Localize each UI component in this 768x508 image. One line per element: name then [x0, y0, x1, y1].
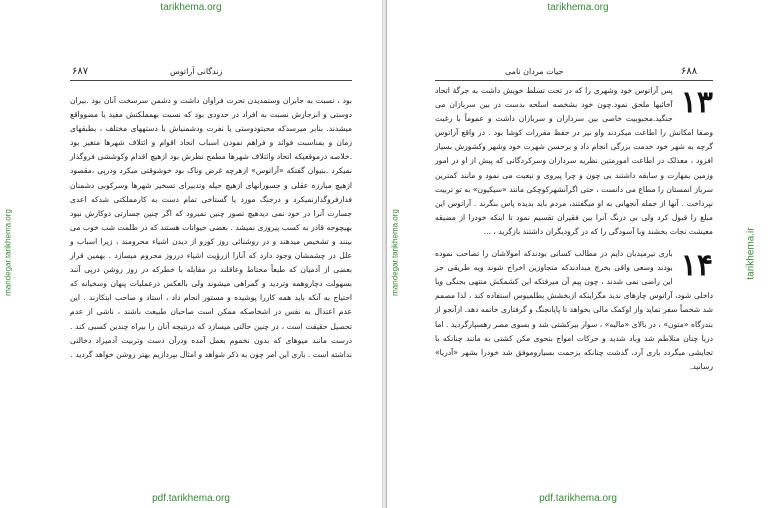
section-text: پس آراتوس خود وشهری را که در تحت تسلط خویش داشت به جرگهٔ اتحاد آخائیها ملحق نمود.چون خود بشخصه اسلحه بدست در بین سربازان می جنگید.محبوبیت خاصی بین سرداران و سربازان داشت و عموماً با رغبت وصفا امکانش را اطاعت میکردند واو نیز در حفظ مقررات کوشا بود . در واقع آراتوس گرچه به شهر خود خدمت بزرگی انجام داد و برحسن شهرت خود وشهر وکشورش بسیار افزود ، معذلک در اطاعت امورمتین نظریه سرداران وسرکردگانی که پیش از او در امور وزمین بمهارت و سابقه داشتند بی چون و چرا پیروی و تبعیت می نمود و مانند کمترین سرباز انمستان را مطاع می دانست ، حتی اگرآنشهرکوچکی مانند «سیکیون» به تو تربیت نپرداخت . آنها از جمله آنجهانی به او میگفتند، مردم باید بدیده پاس بنگرند . آراتوس این مبلغ را قبول کرد ولی بی درنگ آنرا بین فقیران تقسیم نمود تا اینکه خودرا از مضیقه معیشت نجات بخشند وبا آسودگی را که در گرودیگران داشتند بازگرید ، ...: [435, 86, 713, 236]
watermark-side-right-outer: tarikhema.ir: [745, 227, 757, 280]
section-text: باری تیرمیدبان دایم در مطالب کسانی بودندکه امولاشان را تصاحب نموده بودند وسعی واقی بخرچ میدادندکه متجاوزین اخراج شوند ویه طریقی جز این راضی نمی شدند ، چون پیم آن میرفتکه این کشمکش منتهی بجنگی ویا داخلی شود، آراتوس چارهای ندید مگراینکه ازبخشش بطلمیوس استفاده کند ، لذا مصمم شد شخصاً سفر نماید واز اوکمک مالی بخواهد تا پایانجنگ و گرفتاری خاتمه دهد. ازآنجو از بندرگاه «متون» ، در بالای «مالیه» ، سوار بیرکشتی شد و بسوی مصر رهسپارگردید . اما دریا چنان متلاطم شد وباد شدید و حرکات امواج بنحوی مکن کشتی به مانند چنانکه با تجایشی میگردد باری آرد، گذشت چنانکه بزحمت بسیاروموفق شد خودرا بشهر «آدریا» رسانید.: [435, 249, 713, 371]
section-number: ۱۳: [680, 85, 713, 120]
watermark-bottom-left[interactable]: pdf.tarikhema.org: [152, 493, 230, 504]
watermark-top-left[interactable]: tarikhema.org: [160, 2, 222, 13]
left-paragraph: بود ، نسبت به جابران وستمدیدن تحرت فراوان داشت و دشمن سرسخت آنان بود .بیران دوستی و انزجارش نسبت به افراد در حدودی بود که نسبت بهمملکتش مفید یا مضوواقع میشدند. بنابر میرسدکه محبتودوستی یا نفرت ودشمنیاش با دستههای مختلف ، بطبقهای زمان و بمناسبت فوائد و فراهم نمودن اسباب اتحاد اقوام و ائتلاف شهرها متغیر بود .خلاصه درموقعیکه اتحاد وائتلاف شهرها مطمح نظرش بود ازهیچ اقدام وکوششی فروگذار نمیکرد .بنیوان گفتکه «آراتوس» ازهرچه غرض وناک بود خوشوقتی میکرد ودرپی ،مقصود ازهیچ مبارزه عقلی و جسورانهای ازهیچ حیله وتدبیرای تسخیر شهرها وسرکوبی دشمنان فدارفروگذارنمیکرد و درجنگ مورد یا گستاخی تمام دست به کارمملکتی شدکه اعدی جسارت آنرا در خود نمی دیدهیچ تصور چنین نمیرود که اگر چنین جسارتی دوکارش نبود بهیچوجه قادر به کسب پیروزی نمیشد . بعضی حیوانات هستند که در ظلمت شب خوب می بینند و تشخیص میدهند و در روشنائی روز کورو از دیدن اشیاء محرومند ، زیرا اسباب و علل در چشمشان وجود دارد که آنارا ازرؤیت اشیاء درروز محروم میسازد . بهمین قرار بعضی از آدمیان که طبعاً محتاط وعاقلند در مقابله با خطرکه در روز روشن درپی آنند بسهولت دچاروهمه وترديد و گمراهی میشوند ولی بالعکس درعملیات پنهان وسخیانه که احتیاج به آنکه باید همه کاررا پوشیده و مستور انجام داد ، استاد و صاحب ابتکارند . این عدم اعتدال به نفس در اشخاصکه ممکن است صاحبان طبیعت باشند ، ناشی از عدم تحصیل حقیقت است ، در چنین حالتی میسازد که درنتیجه آنان را بیراه چندین کسبی کند . درست مانند میوهای که بدون نخموم بعمل آمده ودرآن دست وتربیت آدمیزاد دخالتی نداشته است . باری این امر چون به ذکر شواهد و امثال بپردازیم بهتر روشن خواهد گردید .: [70, 96, 352, 359]
section-14: [435, 247, 713, 374]
right-page-header: [435, 66, 713, 81]
left-page: [0, 0, 383, 508]
right-page-number: ۶۸۸: [681, 66, 698, 77]
right-page-body: [435, 84, 713, 464]
left-running-title: زندگانی آراتوس: [170, 67, 223, 76]
left-page-header: [70, 66, 352, 81]
right-running-title: حیات مردان نامی: [505, 67, 564, 76]
section-13: [435, 84, 713, 239]
watermark-side-right-inner: mandegar.tarikhema.org: [390, 209, 400, 296]
left-page-number: ۶۸۷: [72, 66, 89, 77]
watermark-top-right[interactable]: tarikhema.org: [547, 2, 609, 13]
watermark-side-left: mandegar.tarikhema.org: [3, 209, 13, 296]
section-number: ۱۴: [680, 248, 713, 284]
watermark-bottom-right[interactable]: pdf.tarikhema.org: [539, 493, 617, 504]
left-page-body: [70, 94, 352, 464]
right-page: [386, 0, 768, 508]
